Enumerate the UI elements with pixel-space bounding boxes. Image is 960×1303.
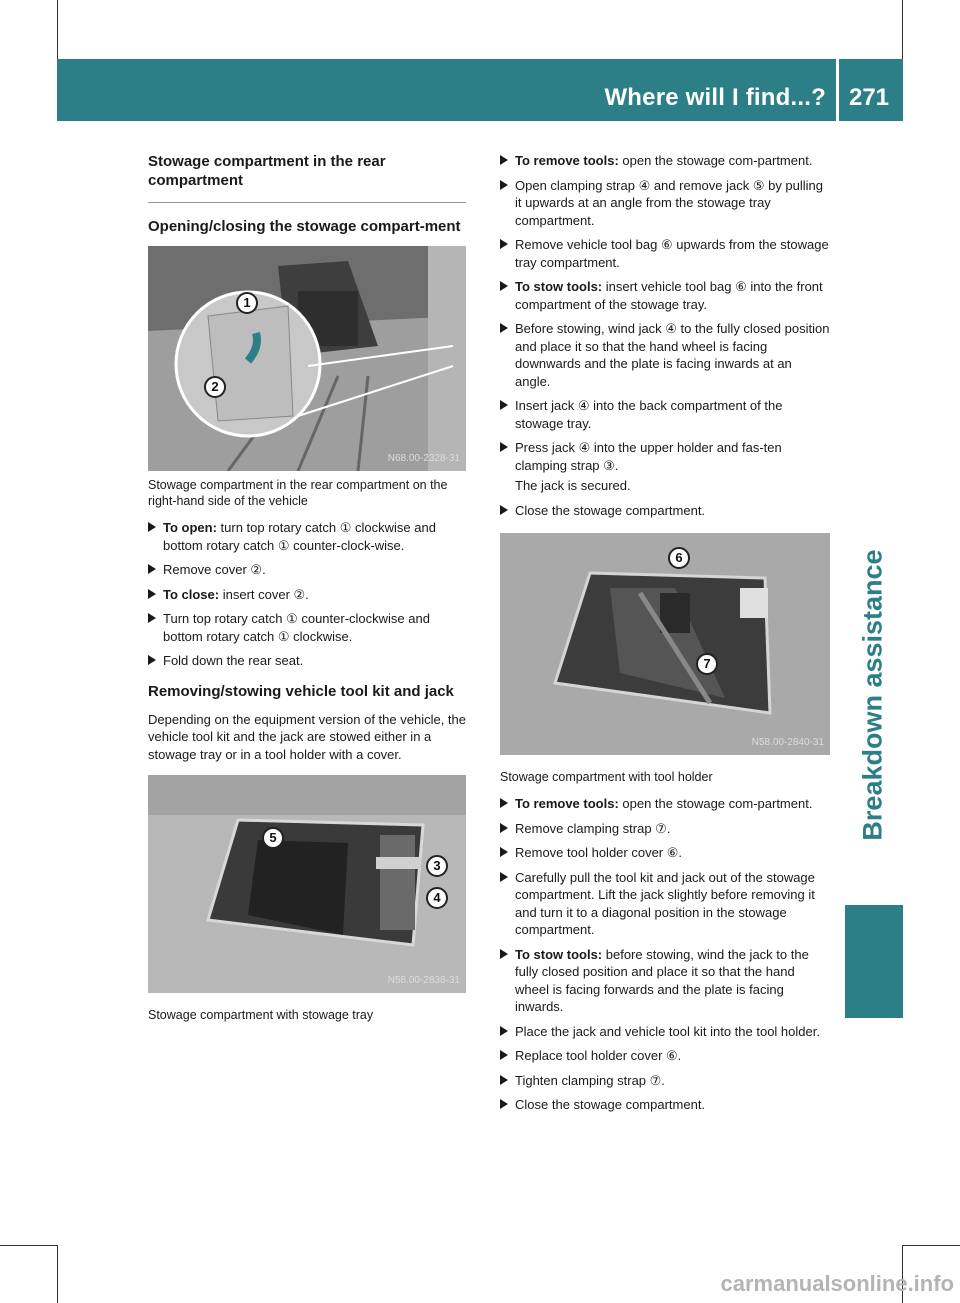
- instruction-step: Turn top rotary catch ① counter-clockwise and bottom rotary catch ① clockwise.: [148, 610, 466, 645]
- body-paragraph: Depending on the equipment version of the vehicle, the vehicle tool kit and the jack are stowed either in a stowage tray or in a tool holder with a cover.: [148, 711, 466, 762]
- instruction-step: Tighten clamping strap ⑦.: [500, 1072, 830, 1090]
- callout-7: 7: [696, 653, 718, 675]
- step-arrow-icon: [500, 155, 508, 165]
- callout-4: 4: [426, 887, 448, 909]
- instruction-step: Close the stowage compartment.: [500, 1096, 830, 1114]
- figure-stowage-tray: [148, 775, 466, 993]
- rear-compartment-photo: [148, 246, 466, 471]
- step-arrow-icon: [148, 613, 156, 623]
- instruction-step: To close: insert cover ②.: [148, 586, 466, 604]
- section-rule: [148, 202, 466, 203]
- instruction-step: Press jack ④ into the upper holder and fas-ten clamping strap ③.: [500, 439, 830, 474]
- step-arrow-icon: [148, 655, 156, 665]
- step-arrow-icon: [500, 1050, 508, 1060]
- instruction-step: Remove tool holder cover ⑥.: [500, 844, 830, 862]
- instruction-step: Replace tool holder cover ⑥.: [500, 1047, 830, 1065]
- instruction-step: Carefully pull the tool kit and jack out of the stowage compartment. Lift the jack slightly before removing it and turn it to a diagonal position in the stowage compartment.: [500, 869, 830, 939]
- instruction-step: Fold down the rear seat.: [148, 652, 466, 670]
- step-arrow-icon: [500, 1075, 508, 1085]
- figure-code: N68.00-2328-31: [387, 452, 460, 464]
- instruction-step: Before stowing, wind jack ④ to the fully closed position and place it so that the hand wheel is facing downwards and the plate is facing inwards at an angle.: [500, 320, 830, 390]
- watermark[interactable]: carmanualsonline.info: [720, 1271, 954, 1296]
- instruction-step: Remove clamping strap ⑦.: [500, 820, 830, 838]
- figure-rear-compartment: [148, 246, 466, 471]
- step-arrow-icon: [500, 180, 508, 190]
- step-result: The jack is secured.: [515, 478, 631, 493]
- step-arrow-icon: [500, 400, 508, 410]
- step-arrow-icon: [500, 323, 508, 333]
- crop-mark: [0, 1245, 57, 1246]
- crop-mark: [902, 0, 903, 60]
- instruction-step: Place the jack and vehicle tool kit into the tool holder.: [500, 1023, 830, 1041]
- callout-2: 2: [204, 376, 226, 398]
- side-tab-marker: [845, 905, 903, 1018]
- step-arrow-icon: [500, 823, 508, 833]
- step-arrow-icon: [500, 239, 508, 249]
- page-number: 271: [848, 84, 890, 111]
- step-arrow-icon: [500, 949, 508, 959]
- section-title: Stowage compartment in the rear compartment: [148, 153, 386, 189]
- step-arrow-icon: [500, 872, 508, 882]
- callout-6: 6: [668, 547, 690, 569]
- side-tab-label: Breakdown assistance: [857, 549, 888, 841]
- figure-tool-holder: [500, 533, 830, 755]
- callout-5: 5: [262, 827, 284, 849]
- step-arrow-icon: [500, 505, 508, 515]
- instruction-step: To stow tools: before stowing, wind the jack to the fully closed position and place it so that the hand wheel is facing forwards and the plate is facing inwards.: [500, 946, 830, 1016]
- step-arrow-icon: [148, 522, 156, 532]
- instruction-step: To remove tools: open the stowage com-partment.: [500, 152, 830, 170]
- left-column: [148, 152, 466, 1033]
- step-arrow-icon: [148, 589, 156, 599]
- instruction-step: Remove vehicle tool bag ⑥ upwards from the stowage tray compartment.: [500, 236, 830, 271]
- step-arrow-icon: [148, 564, 156, 574]
- instruction-step: Open clamping strap ④ and remove jack ⑤ by pulling it upwards at an angle from the stowage tray compartment.: [500, 177, 830, 230]
- figure-code: N58.00-2840-31: [751, 736, 824, 748]
- figure-caption: Stowage compartment in the rear compartment on the right-hand side of the vehicle: [148, 478, 448, 508]
- crop-mark: [903, 1245, 960, 1246]
- page-title: Where will I find...?: [604, 84, 826, 111]
- callout-1: 1: [236, 292, 258, 314]
- step-arrow-icon: [500, 1099, 508, 1109]
- instruction-step: To stow tools: insert vehicle tool bag ⑥ into the front compartment of the stowage tray.: [500, 278, 830, 313]
- figure-code: N58.00-2838-31: [387, 974, 460, 986]
- crop-mark: [57, 0, 58, 60]
- step-arrow-icon: [500, 1026, 508, 1036]
- step-arrow-icon: [500, 442, 508, 452]
- right-column: [500, 152, 830, 1121]
- instruction-step: To open: turn top rotary catch ① clockwise and bottom rotary catch ① counter-clock-wise.: [148, 519, 466, 554]
- instruction-step: Remove cover ②.: [148, 561, 466, 579]
- header-divider: [836, 59, 839, 121]
- tool-holder-photo: [500, 533, 830, 755]
- callout-3: 3: [426, 855, 448, 877]
- stowage-tray-photo: [148, 775, 466, 993]
- side-tab: [848, 500, 898, 890]
- subsection-title: Removing/stowing vehicle tool kit and jack: [148, 682, 454, 700]
- subsection-title: Opening/closing the stowage compart-ment: [148, 218, 461, 235]
- figure-caption: Stowage compartment with tool holder: [500, 770, 713, 784]
- instruction-step: Close the stowage compartment.: [500, 502, 830, 520]
- figure-caption: Stowage compartment with stowage tray: [148, 1008, 374, 1022]
- step-arrow-icon: [500, 281, 508, 291]
- crop-mark: [57, 1245, 58, 1303]
- instruction-step: Insert jack ④ into the back compartment of the stowage tray.: [500, 397, 830, 432]
- step-arrow-icon: [500, 847, 508, 857]
- step-arrow-icon: [500, 798, 508, 808]
- instruction-step: To remove tools: open the stowage com-partment.: [500, 795, 830, 813]
